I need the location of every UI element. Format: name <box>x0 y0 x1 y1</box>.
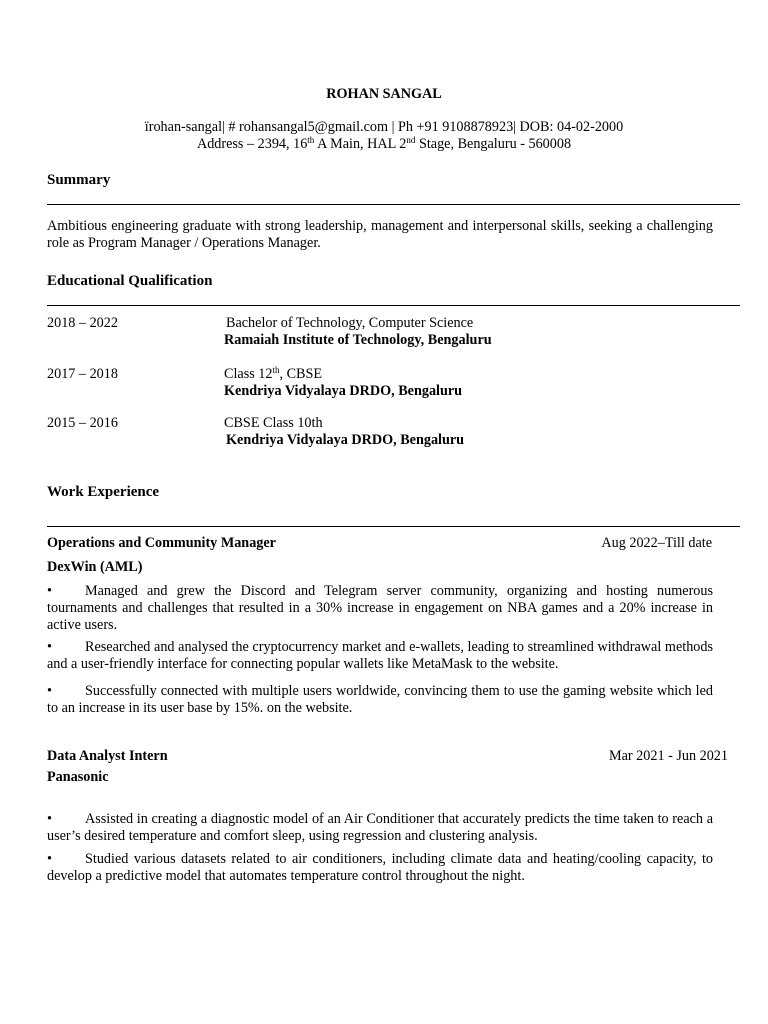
summary-divider <box>47 204 740 205</box>
address-prefix: Address – 2394, 16 <box>196 136 308 152</box>
edu-degree-2 <box>224 366 322 383</box>
edu-years-2: 2017 – 2018 <box>47 366 118 382</box>
contact-line: ïrohan-sangal| # rohansangal5@gmail.com | Ph +91 9108878923| DOB: 04-02-2000 <box>144 119 624 135</box>
edu-degree-2-suffix: , CBSE <box>279 366 323 382</box>
job-1-bullet-1 <box>47 583 713 634</box>
address-mid: A Main, HAL 2 <box>314 136 407 152</box>
candidate-name: ROHAN SANGAL <box>326 86 442 102</box>
bullet-icon: • <box>47 583 52 599</box>
education-heading: Educational Qualification <box>47 273 213 289</box>
job-2-bullet-1 <box>47 811 713 845</box>
edu-degree-1: Bachelor of Technology, Computer Science <box>226 315 474 331</box>
job-1-bullet-3-text: Successfully connected with multiple users worldwide, convincing them to use the gaming website which led to an increase in its user base by 15%. on the website. <box>47 683 713 716</box>
job-1-bullet-3 <box>47 683 713 717</box>
address-sup-2: nd <box>406 135 416 145</box>
job-2-company: Panasonic <box>47 769 109 785</box>
job-1-bullet-2 <box>47 639 713 673</box>
education-divider <box>47 305 740 306</box>
job-1-bullet-1-text: Managed and grew the Discord and Telegram server community, organizing and hosting numerous tournaments and challenges that resulted in a 30% increase in engagement on NBA games and a 20% increase in active users. <box>47 583 713 633</box>
job-2-dates: Mar 2021 - Jun 2021 <box>608 748 728 764</box>
bullet-icon: • <box>47 851 52 867</box>
job-2-bullet-2 <box>47 851 713 885</box>
bullet-icon: • <box>47 811 52 827</box>
edu-institution-3: Kendriya Vidyalaya DRDO, Bengaluru <box>226 432 465 448</box>
bullet-icon: • <box>47 683 52 699</box>
address-line <box>0 136 768 153</box>
address-sup-1: th <box>307 135 315 145</box>
bullet-icon: • <box>47 639 52 655</box>
edu-institution-2: Kendriya Vidyalaya DRDO, Bengaluru <box>224 383 463 399</box>
work-divider <box>47 526 740 527</box>
address-suffix: Stage, Bengaluru - 560008 <box>415 136 572 152</box>
edu-degree-2-sup: th <box>272 365 280 375</box>
job-2-bullet-1-text: Assisted in creating a diagnostic model of an Air Conditioner that accurately predicts the time taken to reach a user’s desired temperature and comfort sleep, using regression and clustering analysis. <box>47 811 713 844</box>
job-2-bullet-2-text: Studied various datasets related to air conditioners, including climate data and heating/cooling capacity, to develop a predictive model that automates temperature control throughout the night. <box>47 851 713 884</box>
edu-years-3: 2015 – 2016 <box>47 415 118 431</box>
edu-institution-1: Ramaiah Institute of Technology, Bengaluru <box>224 332 492 348</box>
job-1-company: DexWin (AML) <box>47 559 143 575</box>
summary-text: Ambitious engineering graduate with strong leadership, management and interpersonal skills, seeking a challenging role as Program Manager / Operations Manager. <box>47 218 713 251</box>
summary-heading: Summary <box>47 172 111 188</box>
job-1-title: Operations and Community Manager <box>47 535 276 551</box>
work-heading: Work Experience <box>47 484 160 500</box>
edu-degree-3: CBSE Class 10th <box>224 415 323 431</box>
job-1-dates: Aug 2022–Till date <box>601 535 712 551</box>
job-1-bullet-2-text: Researched and analysed the cryptocurrency market and e-wallets, leading to streamlined withdrawal methods and a user-friendly interface for connecting popular wallets like MetaMask to the website. <box>47 639 713 672</box>
edu-degree-2-prefix: Class 12 <box>224 366 273 382</box>
job-2-title: Data Analyst Intern <box>47 748 168 764</box>
edu-years-1: 2018 – 2022 <box>47 315 118 331</box>
